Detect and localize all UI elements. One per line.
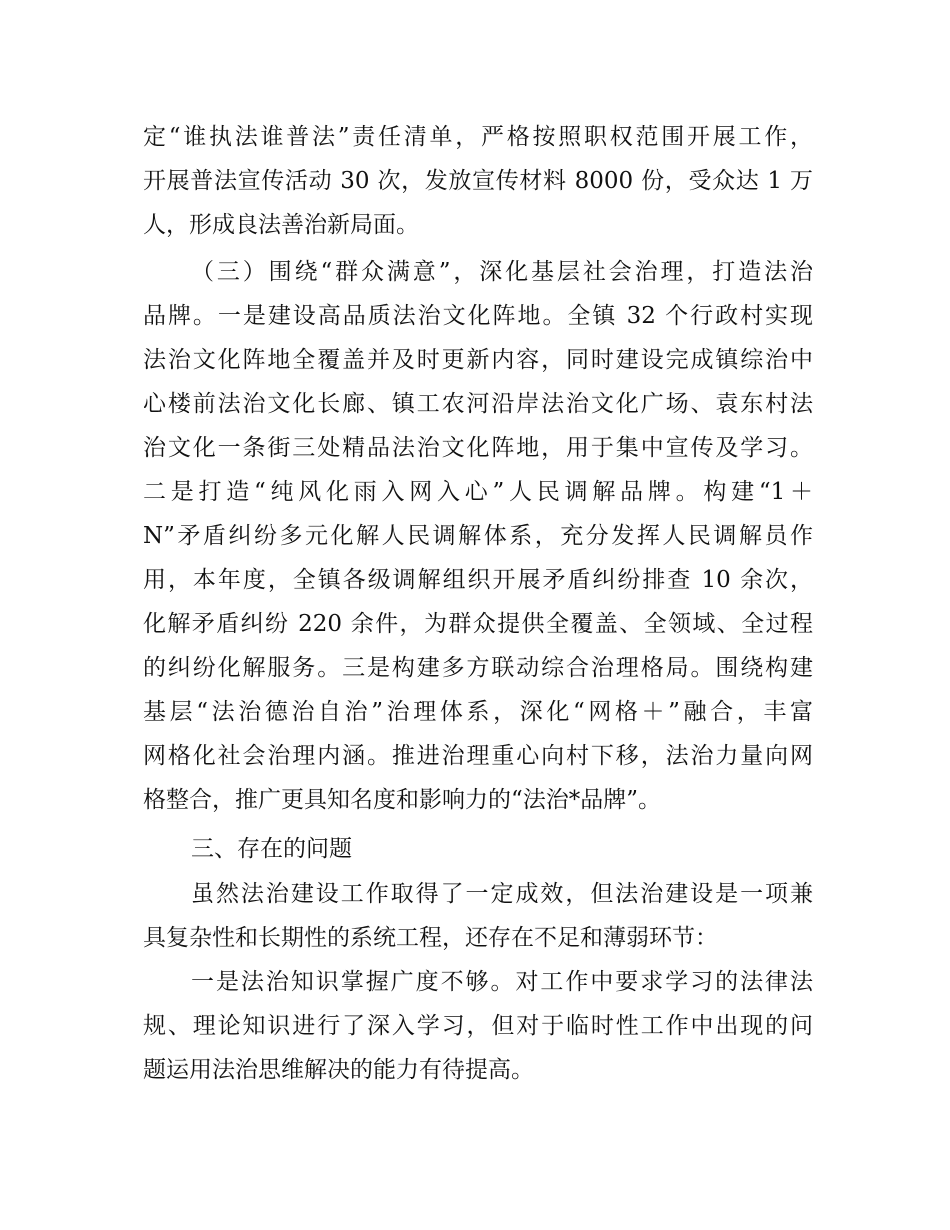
paragraph-line: 具复杂性和长期性的系统工程，还存在不足和薄弱环节： (143, 925, 718, 951)
paragraph-line: 的纠纷化解服务。三是构建多方联动综合治理格局。围绕构建 (143, 655, 813, 681)
paragraph-5 (143, 960, 813, 1092)
paragraph-line: N”矛盾纠纷多元化解人民调解体系，充分发挥人民调解员作 (143, 523, 813, 549)
paragraph-line: 开展普法宣传活动 30 次，发放宣传材料 8000 份，受众达 1 万 (143, 168, 813, 194)
paragraph-2 (143, 250, 813, 822)
paragraph-line: 一是法治知识掌握广度不够。对工作中要求学习的法律法 (191, 969, 813, 995)
paragraph-line: 人，形成良法善治新局面。 (143, 212, 419, 238)
paragraph-1 (143, 115, 813, 247)
section-heading-text: 三、存在的问题 (191, 836, 352, 862)
paragraph-line: 网格化社会治理内涵。推进治理重心向村下移，法治力量向网 (143, 743, 813, 769)
paragraph-4 (143, 872, 813, 960)
paragraph-line: 基层“法治德治自治”治理体系，深化“网格＋”融合，丰富 (143, 699, 813, 725)
paragraph-line: 定“谁执法谁普法”责任清单，严格按照职权范围开展工作， (143, 124, 813, 150)
paragraph-line: 治文化一条街三处精品法治文化阵地，用于集中宣传及学习。 (143, 435, 813, 461)
section-heading (143, 827, 813, 871)
paragraph-line: 虽然法治建设工作取得了一定成效，但法治建设是一项兼 (191, 881, 813, 907)
paragraph-line: 格整合，推广更具知名度和影响力的“法治*品牌”。 (143, 787, 662, 813)
paragraph-line: 用，本年度，全镇各级调解组织开展矛盾纠纷排查 10 余次， (143, 567, 813, 593)
paragraph-line: 二是打造“纯风化雨入网入心”人民调解品牌。构建“1＋ (143, 479, 813, 505)
paragraph-line: 法治文化阵地全覆盖并及时更新内容，同时建设完成镇综治中 (143, 347, 813, 373)
paragraph-line: （三）围绕“群众满意”，深化基层社会治理，打造法治 (191, 259, 813, 285)
paragraph-line: 心楼前法治文化长廊、镇工农河沿岸法治文化广场、袁东村法 (143, 391, 813, 417)
paragraph-line: 化解矛盾纠纷 220 余件，为群众提供全覆盖、全领域、全过程 (143, 611, 813, 637)
paragraph-line: 题运用法治思维解决的能力有待提高。 (143, 1057, 534, 1083)
paragraph-line: 品牌。一是建设高品质法治文化阵地。全镇 32 个行政村实现 (143, 303, 813, 329)
paragraph-line: 规、理论知识进行了深入学习，但对于临时性工作中出现的问 (143, 1013, 813, 1039)
